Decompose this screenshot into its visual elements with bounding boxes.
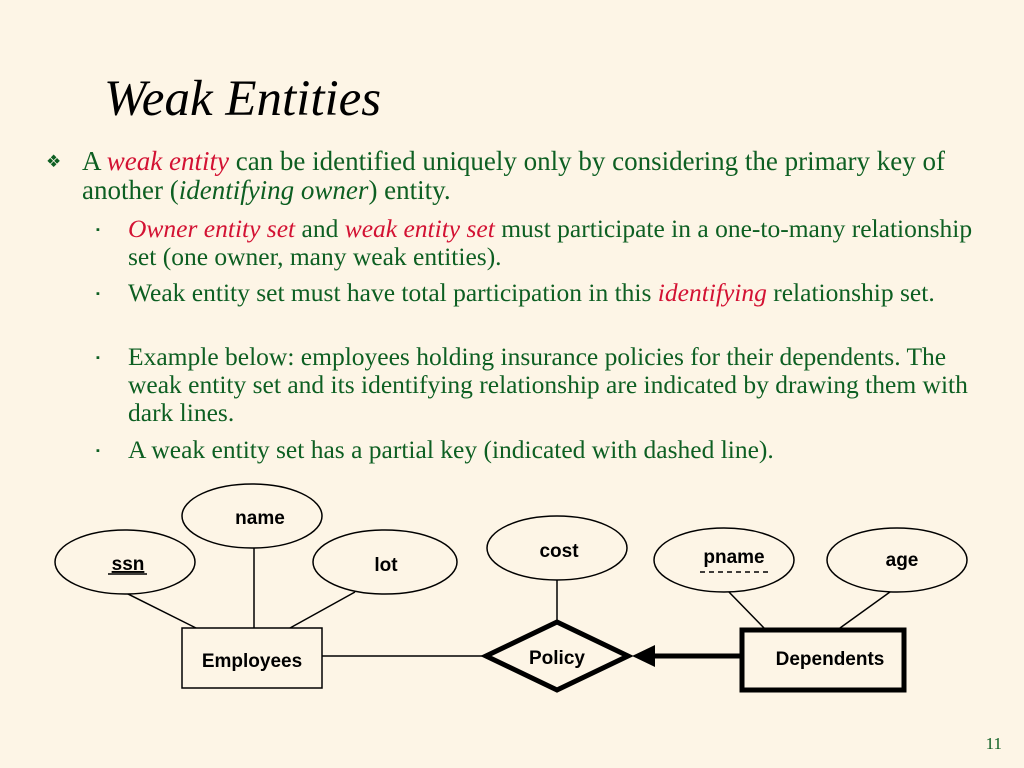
square-bullet-icon: ▪ <box>96 352 100 364</box>
square-bullet-icon: ▪ <box>96 224 100 236</box>
attribute-age <box>827 528 967 592</box>
sub3-text: Example below: employees holding insurance policies for their dependents. The weak entity set and its identifying relationship are indicated by drawing them with dark lines. <box>128 342 968 427</box>
sub2-part-1: Weak entity set must have total participation in this <box>128 278 658 307</box>
entity-dependents-label: Dependents <box>775 649 885 670</box>
connector-pname-dependents <box>727 590 764 628</box>
entity-employees-label: Employees <box>201 651 303 672</box>
attribute-lot <box>313 530 457 594</box>
main-bullet-part-5: ) entity. <box>368 175 451 205</box>
attribute-name-label: name <box>235 508 285 529</box>
square-bullet-icon: ▪ <box>96 288 100 300</box>
diamond-bullet-icon: ❖ <box>46 152 62 171</box>
page-number: 11 <box>985 734 1002 753</box>
sub4-text: A weak entity set has a partial key (indicated with dashed line). <box>128 435 774 464</box>
sub1-term-owner-entity-set: Owner entity set <box>128 214 296 243</box>
attribute-ssn <box>55 530 195 594</box>
connector-ssn-employees <box>124 592 196 628</box>
attribute-lot-label: lot <box>374 555 398 576</box>
main-bullet-term-identifying-owner: identifying owner <box>178 175 369 205</box>
attribute-cost <box>487 516 627 580</box>
sub2-term-identifying: identifying <box>657 278 767 307</box>
relationship-policy-label: Policy <box>529 648 585 669</box>
main-bullet-part-3: can be identified uniquely only by considering the primary key of another ( <box>82 146 946 205</box>
attribute-pname <box>654 528 794 592</box>
sub2-part-3: relationship set. <box>766 278 935 307</box>
arrow-head-icon <box>632 645 655 667</box>
attribute-name <box>182 484 322 548</box>
square-bullet-icon: ▪ <box>96 445 100 457</box>
attribute-pname-label: pname <box>703 547 765 568</box>
connector-age-dependents <box>840 592 890 628</box>
main-bullet-part-1: A <box>82 146 107 176</box>
attribute-age-label: age <box>885 550 919 571</box>
sub1-term-weak-entity-set: weak entity set <box>344 214 495 243</box>
entity-dependents <box>742 630 904 690</box>
sub1-part-4: must participate in a one-to-many relationship set (one owner, many weak entities). <box>128 214 973 271</box>
connector-lot-employees <box>290 592 355 628</box>
sub1-part-2: and <box>295 214 345 243</box>
relationship-policy <box>486 622 628 690</box>
main-bullet-term-weak-entity: weak entity <box>106 146 229 176</box>
attribute-ssn-label: ssn <box>111 554 145 575</box>
slide-title: Weak Entities <box>104 71 382 127</box>
entity-employees <box>182 628 322 688</box>
attribute-cost-label: cost <box>539 541 579 562</box>
